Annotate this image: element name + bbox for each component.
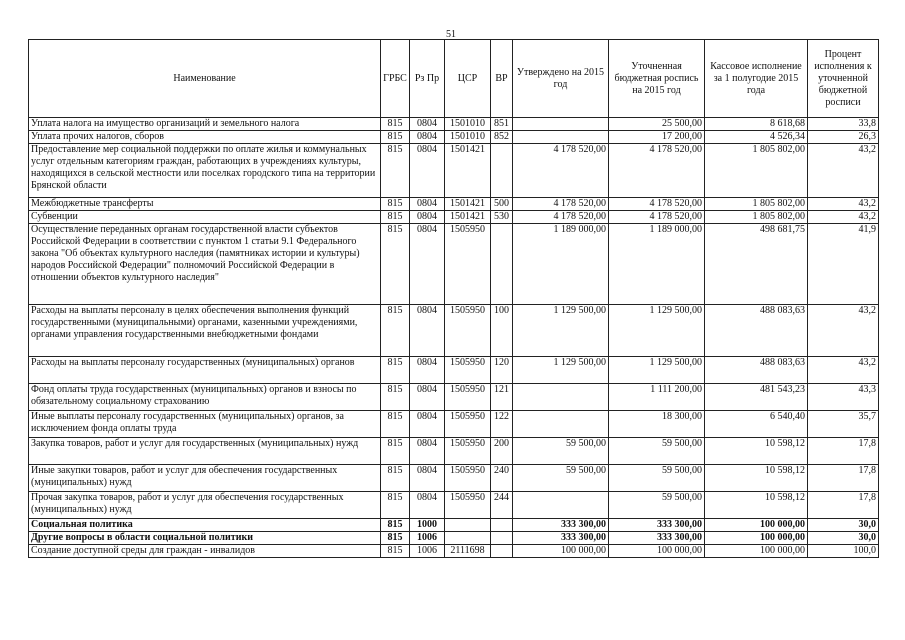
cell-cash: 4 526,34 <box>705 131 808 144</box>
table-row <box>29 131 879 144</box>
cell-vr <box>491 532 513 545</box>
cell-percent: 43,2 <box>808 144 879 198</box>
cell-cash: 481 543,23 <box>705 384 808 411</box>
table-row <box>29 411 879 438</box>
cell-percent: 43,2 <box>808 357 879 384</box>
table-row <box>29 545 879 558</box>
cell-percent: 30,0 <box>808 519 879 532</box>
cell-approved: 59 500,00 <box>513 465 609 492</box>
cell-percent: 43,2 <box>808 305 879 357</box>
page-number: 51 <box>446 29 456 40</box>
table-header-row <box>29 40 879 118</box>
cell-approved: 59 500,00 <box>513 438 609 465</box>
header-csr: ЦСР <box>445 40 491 118</box>
cell-percent: 33,8 <box>808 118 879 131</box>
cell-name: Расходы на выплаты персоналу государственных (муниципальных) органов <box>29 357 381 384</box>
cell-approved: 333 300,00 <box>513 519 609 532</box>
cell-rzpr: 1006 <box>410 532 445 545</box>
cell-name: Иные выплаты персоналу государственных (муниципальных) органов, за исключением фонда оплаты труда <box>29 411 381 438</box>
budget-table <box>28 39 879 558</box>
cell-rzpr: 0804 <box>410 384 445 411</box>
cell-cash: 10 598,12 <box>705 492 808 519</box>
cell-vr: 851 <box>491 118 513 131</box>
cell-grbs: 815 <box>381 224 410 305</box>
cell-approved <box>513 411 609 438</box>
cell-name: Прочая закупка товаров, работ и услуг для обеспечения государственных (муниципальных) нужд <box>29 492 381 519</box>
cell-approved: 1 189 000,00 <box>513 224 609 305</box>
cell-percent: 30,0 <box>808 532 879 545</box>
cell-rzpr: 0804 <box>410 144 445 198</box>
cell-csr: 1505950 <box>445 224 491 305</box>
cell-name: Расходы на выплаты персоналу в целях обеспечения выполнения функций государственными (муниципальными) органами, казенными учреждениями, органами управления государственными внебюджетными фондами <box>29 305 381 357</box>
cell-cash: 100 000,00 <box>705 545 808 558</box>
table-row <box>29 224 879 305</box>
cell-grbs: 815 <box>381 305 410 357</box>
cell-percent: 17,8 <box>808 492 879 519</box>
cell-cash: 100 000,00 <box>705 532 808 545</box>
cell-vr: 852 <box>491 131 513 144</box>
cell-grbs: 815 <box>381 438 410 465</box>
cell-csr: 2111698 <box>445 545 491 558</box>
cell-percent: 100,0 <box>808 545 879 558</box>
cell-csr: 1501010 <box>445 131 491 144</box>
cell-refined: 4 178 520,00 <box>609 198 705 211</box>
cell-cash: 1 805 802,00 <box>705 198 808 211</box>
cell-refined: 59 500,00 <box>609 438 705 465</box>
cell-rzpr: 0804 <box>410 224 445 305</box>
cell-cash: 498 681,75 <box>705 224 808 305</box>
cell-rzpr: 0804 <box>410 118 445 131</box>
cell-cash: 10 598,12 <box>705 438 808 465</box>
cell-refined: 333 300,00 <box>609 519 705 532</box>
cell-csr: 1505950 <box>445 305 491 357</box>
table-row <box>29 492 879 519</box>
table-row <box>29 532 879 545</box>
header-cash: Кассовое исполнение за 1 полугодие 2015 года <box>705 40 808 118</box>
cell-refined: 333 300,00 <box>609 532 705 545</box>
cell-grbs: 815 <box>381 492 410 519</box>
cell-refined: 1 189 000,00 <box>609 224 705 305</box>
cell-percent: 43,2 <box>808 211 879 224</box>
table-row <box>29 305 879 357</box>
header-percent: Процент исполнения к уточненной бюджетной росписи <box>808 40 879 118</box>
cell-refined: 1 129 500,00 <box>609 357 705 384</box>
cell-csr: 1501421 <box>445 198 491 211</box>
cell-grbs: 815 <box>381 545 410 558</box>
cell-percent: 26,3 <box>808 131 879 144</box>
header-grbs: ГРБС <box>381 40 410 118</box>
cell-refined: 59 500,00 <box>609 465 705 492</box>
cell-vr: 100 <box>491 305 513 357</box>
cell-cash: 6 540,40 <box>705 411 808 438</box>
cell-grbs: 815 <box>381 118 410 131</box>
cell-rzpr: 1000 <box>410 519 445 532</box>
cell-vr: 122 <box>491 411 513 438</box>
cell-approved: 4 178 520,00 <box>513 211 609 224</box>
cell-name: Уплата налога на имущество организаций и земельного налога <box>29 118 381 131</box>
header-vr: ВР <box>491 40 513 118</box>
cell-grbs: 815 <box>381 211 410 224</box>
table-row <box>29 198 879 211</box>
cell-refined: 18 300,00 <box>609 411 705 438</box>
cell-refined: 1 129 500,00 <box>609 305 705 357</box>
cell-name: Фонд оплаты труда государственных (муниципальных) органов и взносы по обязательному социальному страхованию <box>29 384 381 411</box>
table-row <box>29 438 879 465</box>
table-row <box>29 519 879 532</box>
cell-name: Предоставление мер социальной поддержки по оплате жилья и коммунальных услуг отдельным категориям граждан, работающих в учреждениях культуры, находящихся в сельской местности или поселках городского типа на территории Брянской области <box>29 144 381 198</box>
cell-name: Субвенции <box>29 211 381 224</box>
header-refined: Уточненная бюджетная роспись на 2015 год <box>609 40 705 118</box>
cell-vr: 200 <box>491 438 513 465</box>
cell-rzpr: 0804 <box>410 411 445 438</box>
cell-rzpr: 0804 <box>410 357 445 384</box>
cell-csr: 1501421 <box>445 211 491 224</box>
cell-vr: 530 <box>491 211 513 224</box>
cell-name: Межбюджетные трансферты <box>29 198 381 211</box>
header-rzpr: Рз Пр <box>410 40 445 118</box>
cell-refined: 100 000,00 <box>609 545 705 558</box>
table-row <box>29 357 879 384</box>
cell-percent: 43,3 <box>808 384 879 411</box>
cell-csr: 1505950 <box>445 357 491 384</box>
cell-grbs: 815 <box>381 411 410 438</box>
cell-percent: 17,8 <box>808 438 879 465</box>
cell-rzpr: 1006 <box>410 545 445 558</box>
cell-csr: 1501010 <box>445 118 491 131</box>
table-row <box>29 465 879 492</box>
cell-csr: 1505950 <box>445 384 491 411</box>
cell-refined: 17 200,00 <box>609 131 705 144</box>
cell-vr: 500 <box>491 198 513 211</box>
cell-refined: 1 111 200,00 <box>609 384 705 411</box>
cell-approved: 100 000,00 <box>513 545 609 558</box>
cell-approved: 1 129 500,00 <box>513 305 609 357</box>
cell-cash: 488 083,63 <box>705 305 808 357</box>
cell-approved: 1 129 500,00 <box>513 357 609 384</box>
cell-percent: 17,8 <box>808 465 879 492</box>
cell-cash: 1 805 802,00 <box>705 211 808 224</box>
cell-percent: 41,9 <box>808 224 879 305</box>
cell-rzpr: 0804 <box>410 131 445 144</box>
cell-csr: 1505950 <box>445 492 491 519</box>
cell-grbs: 815 <box>381 532 410 545</box>
cell-vr <box>491 144 513 198</box>
cell-grbs: 815 <box>381 465 410 492</box>
cell-vr: 120 <box>491 357 513 384</box>
header-approved: Утверждено на 2015 год <box>513 40 609 118</box>
cell-cash: 488 083,63 <box>705 357 808 384</box>
cell-vr <box>491 545 513 558</box>
cell-percent: 35,7 <box>808 411 879 438</box>
table-row <box>29 211 879 224</box>
cell-vr: 121 <box>491 384 513 411</box>
cell-cash: 100 000,00 <box>705 519 808 532</box>
cell-csr: 1505950 <box>445 411 491 438</box>
cell-vr <box>491 224 513 305</box>
header-name: Наименование <box>29 40 381 118</box>
cell-vr <box>491 519 513 532</box>
cell-approved: 4 178 520,00 <box>513 144 609 198</box>
cell-refined: 59 500,00 <box>609 492 705 519</box>
cell-name: Осуществление переданных органам государственной власти субъектов Российской Федерации в соответствии с пунктом 1 статьи 9.1 Федерального закона "Об объектах культурного наследия (памятниках истории и культуры) народов Российской Федерации" полномочий Российской Федерации в отношении объектов культурного наследия" <box>29 224 381 305</box>
cell-grbs: 815 <box>381 198 410 211</box>
cell-name: Другие вопросы в области социальной политики <box>29 532 381 545</box>
cell-csr: 1505950 <box>445 465 491 492</box>
cell-rzpr: 0804 <box>410 305 445 357</box>
cell-approved: 4 178 520,00 <box>513 198 609 211</box>
cell-grbs: 815 <box>381 131 410 144</box>
cell-refined: 25 500,00 <box>609 118 705 131</box>
cell-cash: 1 805 802,00 <box>705 144 808 198</box>
cell-grbs: 815 <box>381 384 410 411</box>
cell-name: Социальная политика <box>29 519 381 532</box>
cell-cash: 10 598,12 <box>705 465 808 492</box>
cell-approved: 333 300,00 <box>513 532 609 545</box>
cell-csr: 1501421 <box>445 144 491 198</box>
cell-name: Создание доступной среды для граждан - инвалидов <box>29 545 381 558</box>
cell-vr: 240 <box>491 465 513 492</box>
cell-rzpr: 0804 <box>410 198 445 211</box>
cell-csr <box>445 532 491 545</box>
cell-grbs: 815 <box>381 357 410 384</box>
cell-name: Иные закупки товаров, работ и услуг для обеспечения государственных (муниципальных) нужд <box>29 465 381 492</box>
cell-rzpr: 0804 <box>410 492 445 519</box>
cell-cash: 8 618,68 <box>705 118 808 131</box>
cell-csr <box>445 519 491 532</box>
cell-name: Закупка товаров, работ и услуг для государственных (муниципальных) нужд <box>29 438 381 465</box>
table-row <box>29 118 879 131</box>
cell-approved <box>513 492 609 519</box>
cell-grbs: 815 <box>381 144 410 198</box>
cell-percent: 43,2 <box>808 198 879 211</box>
cell-grbs: 815 <box>381 519 410 532</box>
table-row <box>29 144 879 198</box>
cell-approved <box>513 131 609 144</box>
cell-csr: 1505950 <box>445 438 491 465</box>
cell-approved <box>513 118 609 131</box>
cell-rzpr: 0804 <box>410 211 445 224</box>
cell-refined: 4 178 520,00 <box>609 144 705 198</box>
table-row <box>29 384 879 411</box>
cell-rzpr: 0804 <box>410 438 445 465</box>
cell-rzpr: 0804 <box>410 465 445 492</box>
cell-approved <box>513 384 609 411</box>
cell-vr: 244 <box>491 492 513 519</box>
cell-refined: 4 178 520,00 <box>609 211 705 224</box>
cell-name: Уплата прочих налогов, сборов <box>29 131 381 144</box>
